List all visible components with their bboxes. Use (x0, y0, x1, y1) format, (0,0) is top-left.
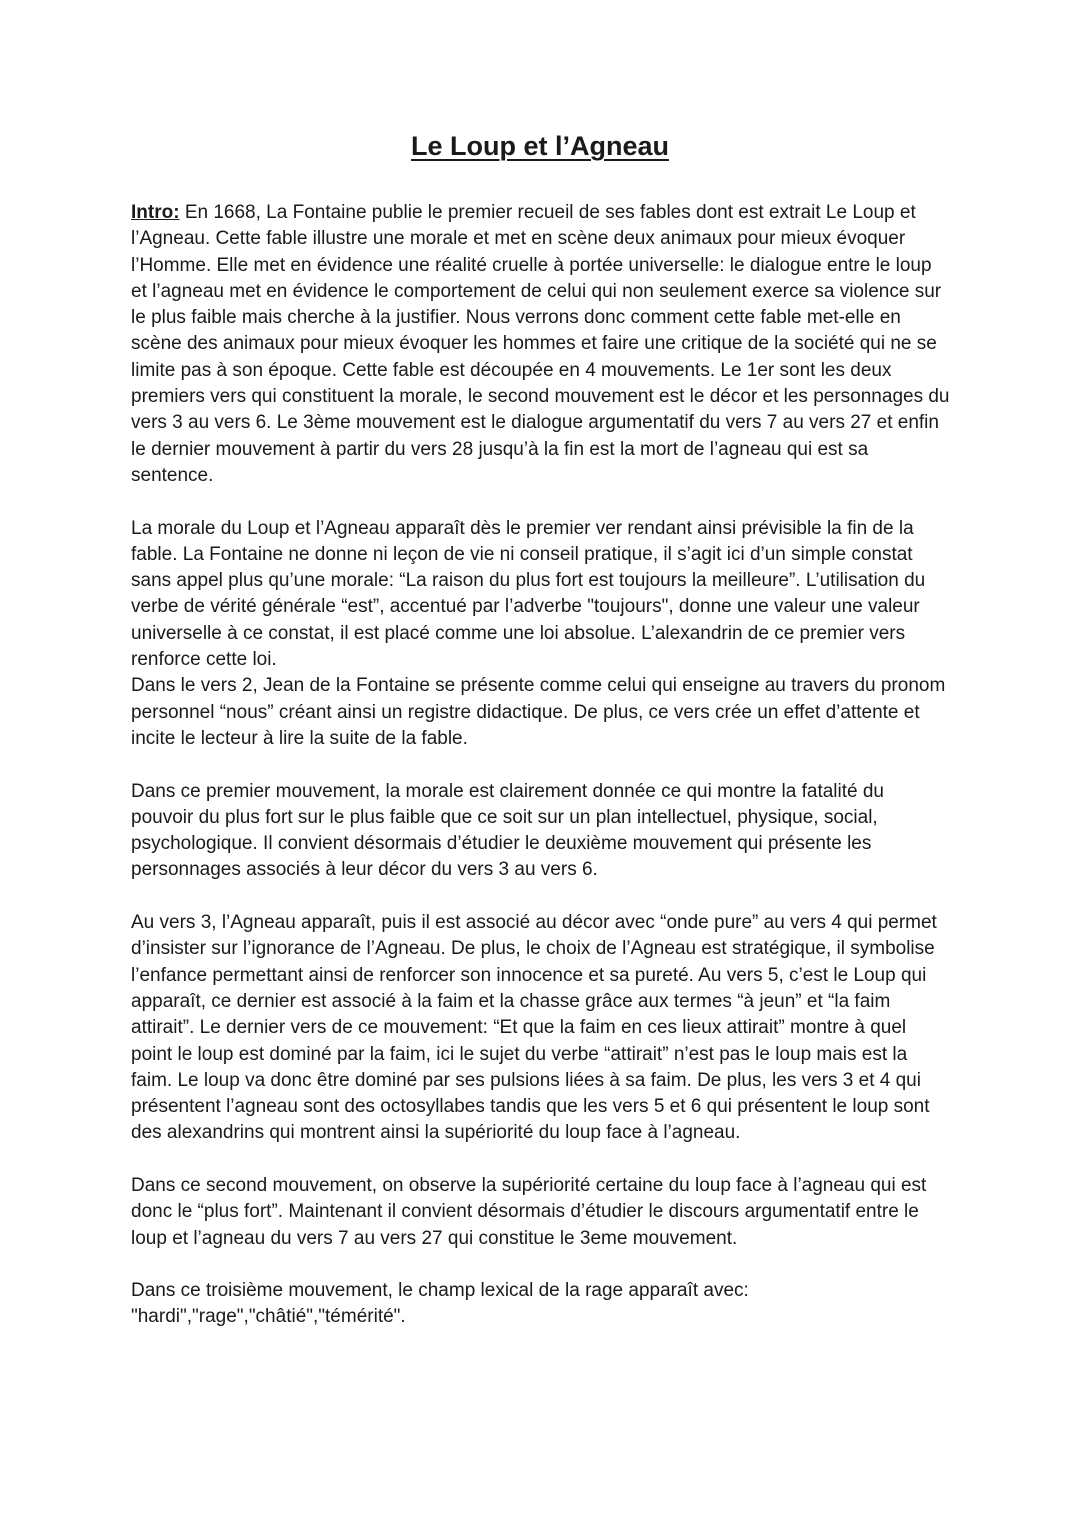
paragraph-vers-2: Dans le vers 2, Jean de la Fontaine se présente comme celui qui enseigne au travers du pronom personnel “nous” créant ainsi un registre didactique. De plus, ce vers crée un effet d’attente et incite le lecteur à lire la suite de la fable. (131, 675, 946, 749)
paragraph-premier-mouvement: Dans ce premier mouvement, la morale est clairement donnée ce qui montre la fatalité du pouvoir du plus fort sur le plus faible que ce soit sur un plan intellectuel, physique, social, psychologique. Il convient désormais d’étudier le deuxième mouvement qui présente les personnages associés à leur décor du vers 3 au vers 6. (131, 780, 884, 881)
intro-paragraph (131, 200, 951, 489)
document-title: Le Loup et l’Agneau (410, 131, 669, 161)
paragraph-vers-3-6: Au vers 3, l’Agneau apparaît, puis il est associé au décor avec “onde pure” au vers 4 qui permet d’insister sur l’ignorance de l’Agneau. De plus, le choix de l’Agneau est stratégique, il symbolise l’enfance permettant ainsi de renforcer son innocence et sa pureté. Au vers 5, c’est le Loup qui apparaît, ce dernier est associé à la faim et la chasse grâce aux termes “à jeun” et “la faim attirait”. Le dernier vers de ce mouvement: “Et que la faim en ces lieux attirait” montre à quel point le loup est dominé par la faim, ici le sujet du verbe “attirait” n’est pas le loup mais est la faim. Le loup va donc être dominé par ses pulsions liées à sa faim. De plus, les vers 3 et 4 qui présentent l’agneau sont des octosyllabes tandis que les vers 5 et 6 qui présentent le loup sont des alexandrins qui montrent ainsi la supériorité du loup face à l’agneau. (131, 912, 937, 1144)
paragraph-second-mouvement: Dans ce second mouvement, on observe la supériorité certaine du loup face à l’agneau qui est donc le “plus fort”. Maintenant il convient désormais d’étudier le discours argumentatif entre le loup et l’agneau du vers 7 au vers 27 qui constitue le 3eme mouvement. (131, 1174, 927, 1249)
document-body (131, 200, 951, 1357)
paragraph-morale: La morale du Loup et l’Agneau apparaît dès le premier ver rendant ainsi prévisible la fin de la fable. La Fontaine ne donne ni leçon de vie ni conseil pratique, il s’agit ici d’un simple constat sans appel plus qu’une morale: “La raison du plus fort est toujours la meilleure”. L’utilisation du verbe de vérité générale “est”, accentué par l’adverbe "toujours", donne une valeur une valeur universelle à ce constat, il est placé comme une loi absolue. L’alexandrin de ce premier vers renforce cette loi. (131, 517, 926, 671)
paragraph-troisieme-mouvement: Dans ce troisième mouvement, le champ lexical de la rage apparaît avec: "hardi","rage","châtié","témérité". (131, 1280, 749, 1328)
intro-text: En 1668, La Fontaine publie le premier recueil de ses fables dont est extrait Le Loup et l’Agneau. Cette fable illustre une morale et met en scène deux animaux pour mieux évoquer l’Homme. Elle met en évidence une réalité cruelle à portée universelle: le dialogue entre le loup et l’agneau met en évidence le comportement de celui qui non seulement exerce sa violence sur le plus faible mais cherche à la justifier. Nous verrons donc comment cette fable met-elle en scène des animaux pour mieux évoquer les hommes et faire une critique de la société qui ne se limite pas à son époque. Cette fable est découpée en 4 mouvements. Le 1er sont les deux premiers vers qui constituent la morale, le second mouvement est le décor et les personnages du vers 3 au vers 6. Le 3ème mouvement est le dialogue argumentatif du vers 7 au vers 27 et enfin le dernier mouvement à partir du vers 28 jusqu’à la fin est la mort de l’agneau qui est sa sentence. (131, 202, 950, 486)
intro-label: Intro: (131, 202, 180, 223)
